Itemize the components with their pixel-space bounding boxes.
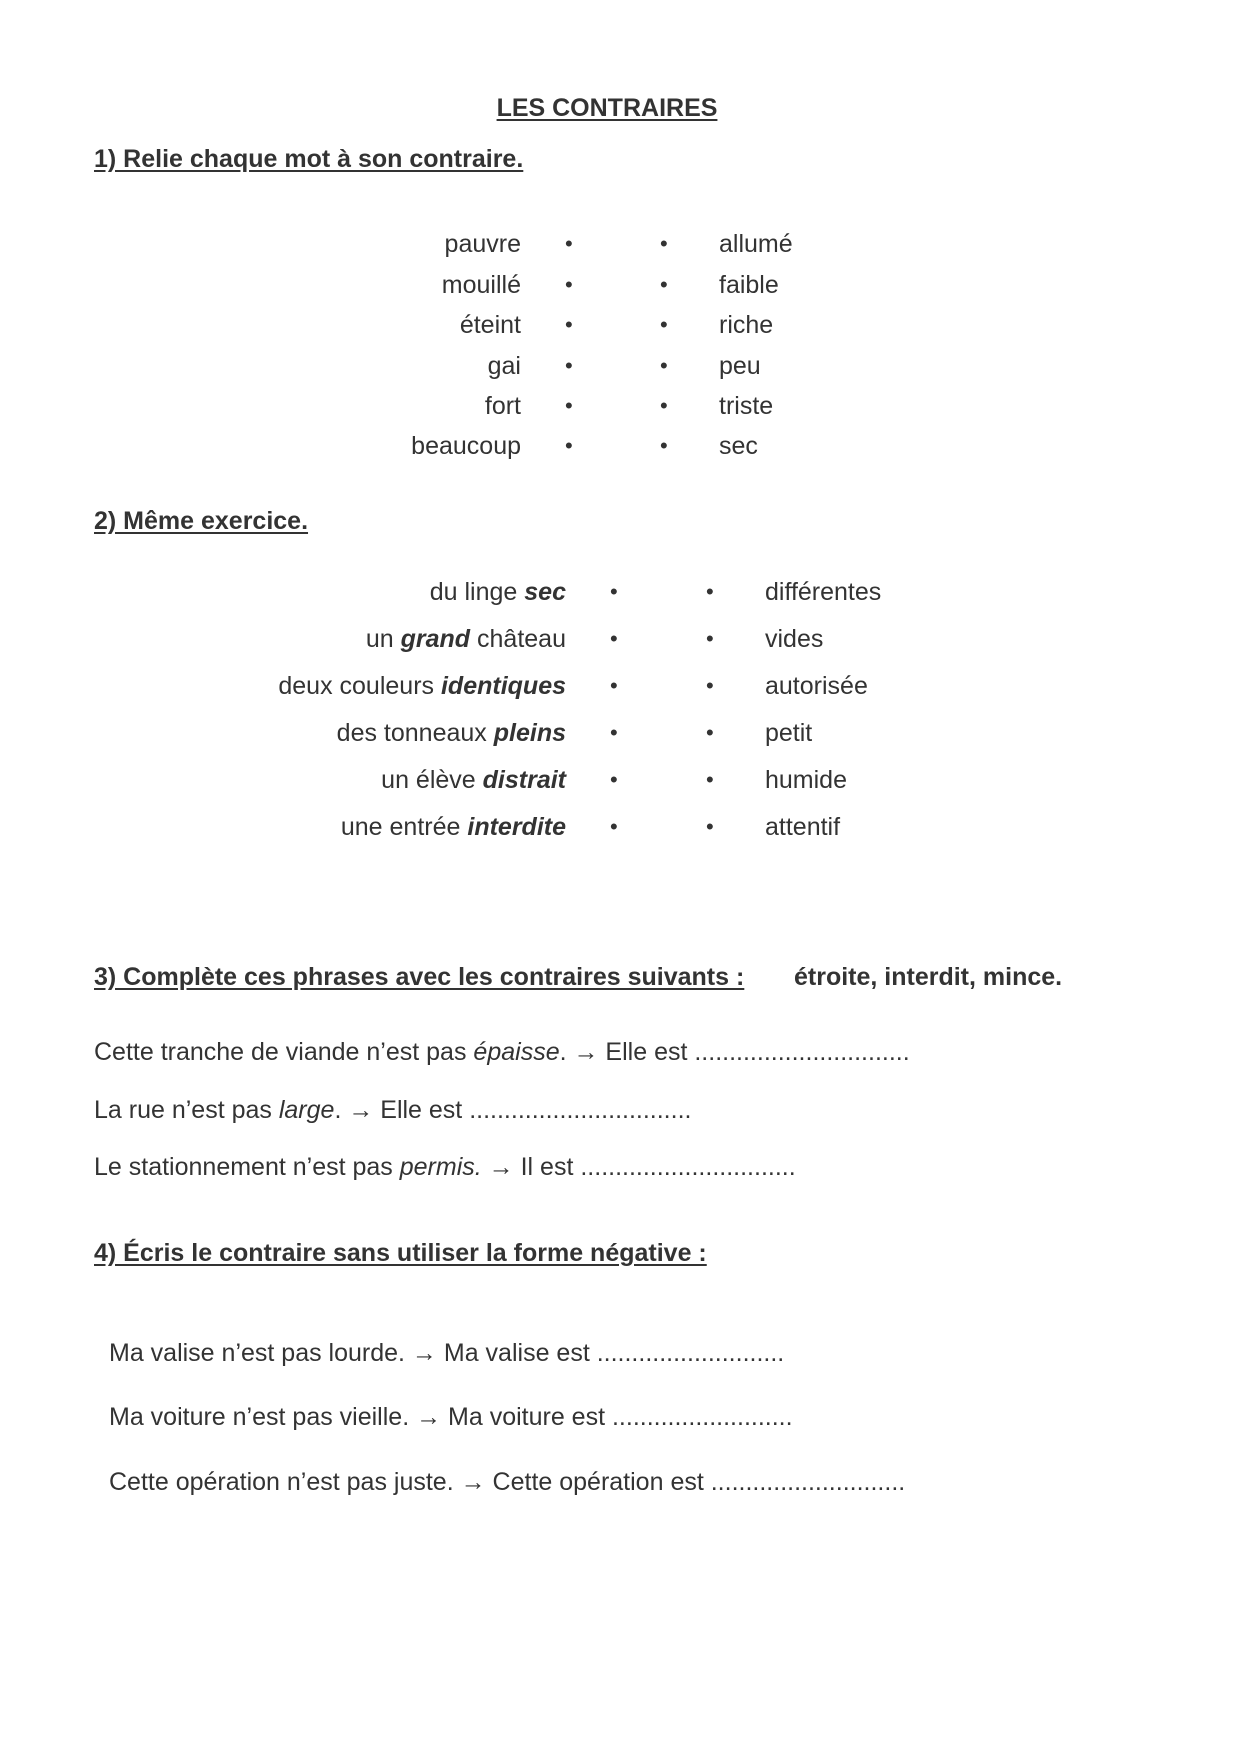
bullet-dot: • <box>565 433 573 458</box>
bullet-dot: • <box>660 353 668 378</box>
bullet-dot: • <box>565 312 573 337</box>
ex1-left-word: gai <box>487 352 521 380</box>
bullet-dot: • <box>706 626 714 651</box>
sentence-keyword: permis. <box>399 1153 482 1181</box>
sentence-text: Le stationnement n’est pas <box>94 1153 400 1181</box>
sentence-answer-line: → Il est ............................... <box>481 1153 796 1181</box>
bullet-dot: • <box>610 814 618 839</box>
bullet-dot: • <box>610 673 618 698</box>
ex2-right-word: différentes <box>765 578 882 606</box>
phrase-text: deux couleurs <box>278 672 441 700</box>
exercise-2-heading: 2) Même exercice. <box>94 507 309 535</box>
ex3-sentence <box>94 1037 910 1067</box>
ex1-right-word: allumé <box>719 230 793 258</box>
sentence-keyword: large <box>278 1096 335 1124</box>
phrase-keyword: grand <box>400 625 471 653</box>
ex1-left-word: fort <box>484 392 521 420</box>
ex2-left-phrase <box>200 812 566 842</box>
sentence-answer-line: . → Elle est ............................... <box>559 1038 910 1066</box>
ex4-sentence: Cette opération n’est pas juste. → Cette opération est ............................ <box>109 1468 906 1496</box>
exercise-3-word-list: étroite, interdit, mince. <box>794 963 1063 991</box>
bullet-dot: • <box>706 720 714 745</box>
phrase-text: château <box>470 625 566 653</box>
ex1-left-word: éteint <box>459 311 521 339</box>
ex3-sentence <box>94 1152 796 1182</box>
exercise-4-heading: 4) Écris le contraire sans utiliser la forme négative : <box>94 1239 707 1267</box>
sentence-text: Cette tranche de viande n’est pas <box>94 1038 474 1066</box>
exercise-3-heading: 3) Complète ces phrases avec les contraires suivants : <box>94 963 745 991</box>
phrase-keyword: interdite <box>467 813 566 841</box>
ex1-right-word: triste <box>719 392 774 420</box>
bullet-dot: • <box>660 312 668 337</box>
phrase-text: une entrée <box>340 813 468 841</box>
bullet-dot: • <box>660 393 668 418</box>
phrase-text: des tonneaux <box>336 719 494 747</box>
ex1-left-word: pauvre <box>444 230 521 258</box>
ex2-left-phrase <box>200 577 566 607</box>
bullet-dot: • <box>706 673 714 698</box>
bullet-dot: • <box>610 720 618 745</box>
phrase-text: du linge <box>429 578 525 606</box>
bullet-dot: • <box>660 433 668 458</box>
ex2-left-phrase <box>200 671 566 701</box>
phrase-keyword: identiques <box>440 672 566 700</box>
phrase-text: un élève <box>381 766 483 794</box>
ex2-left-phrase <box>200 624 566 654</box>
bullet-dot: • <box>565 353 573 378</box>
phrase-keyword: sec <box>524 578 566 606</box>
bullet-dot: • <box>706 814 714 839</box>
exercise-1-heading: 1) Relie chaque mot à son contraire. <box>94 145 524 173</box>
ex1-right-word: sec <box>719 432 758 460</box>
bullet-dot: • <box>565 393 573 418</box>
ex1-left-word: mouillé <box>441 271 521 299</box>
sentence-answer-line: . → Elle est ................................ <box>334 1096 692 1124</box>
bullet-dot: • <box>610 767 618 792</box>
ex1-right-word: faible <box>719 271 779 299</box>
bullet-dot: • <box>660 272 668 297</box>
ex2-left-phrase <box>200 718 566 748</box>
ex1-left-word: beaucoup <box>411 432 521 460</box>
ex4-sentence: Ma valise n’est pas lourde. → Ma valise est ........................... <box>109 1339 785 1367</box>
ex2-right-word: petit <box>765 719 813 747</box>
ex2-right-word: humide <box>765 766 847 794</box>
bullet-dot: • <box>706 767 714 792</box>
bullet-dot: • <box>610 626 618 651</box>
ex2-right-word: attentif <box>765 813 841 841</box>
phrase-keyword: pleins <box>493 719 566 747</box>
phrase-text: un <box>365 625 401 653</box>
bullet-dot: • <box>706 579 714 604</box>
ex4-sentence: Ma voiture n’est pas vieille. → Ma voiture est .......................... <box>109 1403 793 1431</box>
bullet-dot: • <box>610 579 618 604</box>
bullet-dot: • <box>565 231 573 256</box>
page-title: LES CONTRAIRES <box>496 94 718 122</box>
ex3-sentence <box>94 1095 691 1125</box>
phrase-keyword: distrait <box>482 766 566 794</box>
ex2-right-word: vides <box>765 625 824 653</box>
ex2-right-word: autorisée <box>765 672 868 700</box>
ex2-left-phrase <box>200 765 566 795</box>
bullet-dot: • <box>565 272 573 297</box>
ex1-right-word: peu <box>719 352 761 380</box>
ex1-right-word: riche <box>719 311 774 339</box>
sentence-keyword: épaisse <box>473 1038 560 1066</box>
sentence-text: La rue n’est pas <box>94 1096 279 1124</box>
bullet-dot: • <box>660 231 668 256</box>
